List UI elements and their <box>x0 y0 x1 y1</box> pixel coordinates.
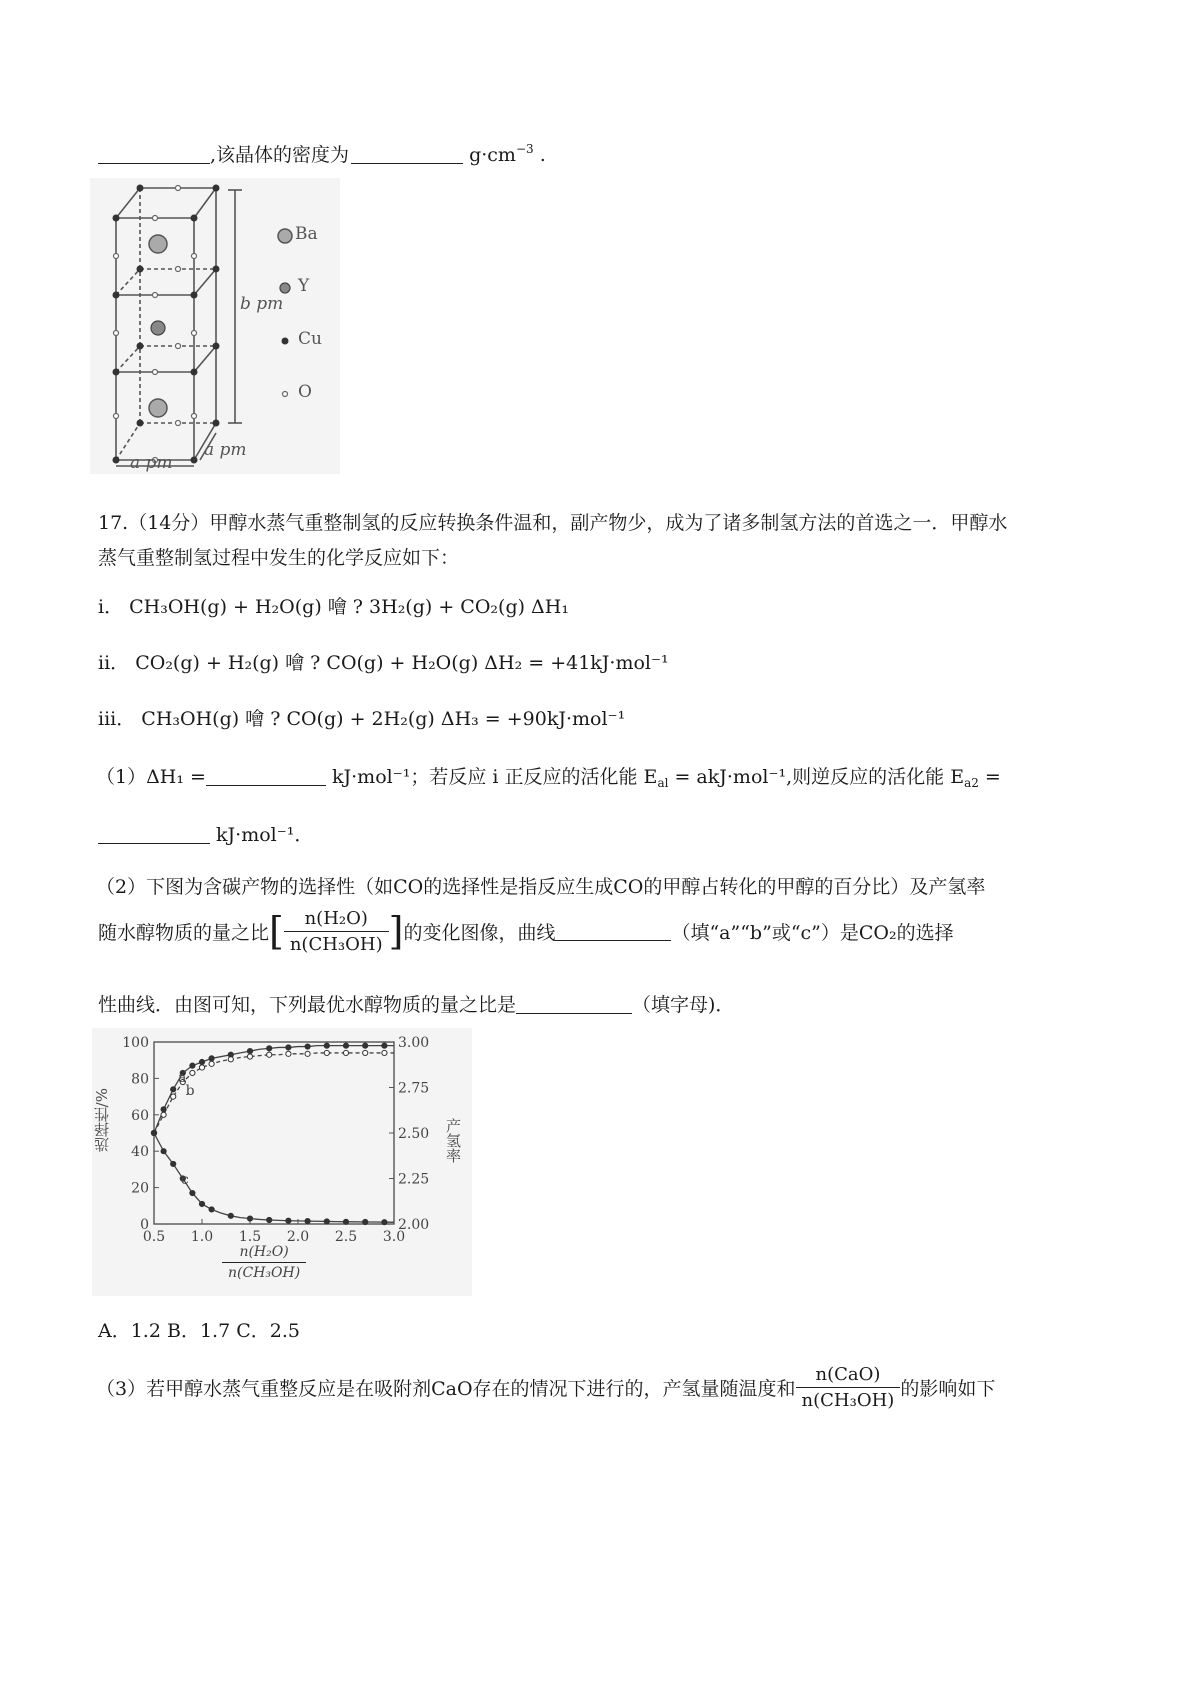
water-methanol-ratio-fraction: $\frac{\text{n(H₂O)}}{\text{n(CH₃OH)}}$ <box>284 908 389 955</box>
plot-frame <box>154 1042 394 1224</box>
data-point-b <box>382 1050 387 1055</box>
data-point-b <box>161 1112 166 1117</box>
y2-tick-label: 3.00 <box>398 1035 430 1051</box>
data-point-c <box>209 1207 214 1212</box>
x-tick-label: 2.0 <box>286 1229 310 1245</box>
x-tick-label: 1.5 <box>238 1229 262 1245</box>
cao-methanol-ratio-fraction: $\frac{\text{n(CaO)}}{\text{n(CH₃OH)}}$ <box>796 1364 901 1411</box>
data-point-b <box>171 1094 176 1099</box>
data-point-b <box>190 1070 195 1075</box>
label-a-pm-depth: a pm <box>204 440 247 460</box>
data-point-c <box>199 1201 204 1206</box>
data-point-b <box>247 1054 252 1059</box>
data-point-b <box>363 1050 368 1055</box>
y2-tick-label: 2.25 <box>398 1171 430 1188</box>
reaction-ii: ii． CO₂(g) + H₂(g) 噲 ? CO(g) + H₂O(g) ΔH₂ = +41kJ·mol⁻¹ <box>98 652 669 674</box>
x-tick-label: 2.5 <box>334 1229 358 1245</box>
data-point-b <box>228 1057 233 1062</box>
legend-o: O <box>298 382 312 402</box>
series-line-c <box>154 1133 394 1222</box>
data-point-c <box>267 1217 272 1222</box>
y2-tick-label: 2.50 <box>398 1126 430 1142</box>
density-question-line: ,该晶体的密度为 $g\cdot cm^{-3}$ . <box>98 140 546 167</box>
optimal-ratio-answer-blank[interactable] <box>516 995 632 1014</box>
y-tick-label: 100 <box>122 1035 149 1051</box>
data-point-b <box>286 1051 291 1056</box>
data-point-c <box>343 1219 348 1224</box>
y-tick-label: 60 <box>131 1107 149 1124</box>
data-point-c <box>151 1130 156 1135</box>
crystal-cell-figure <box>90 178 340 474</box>
data-point-c <box>363 1219 368 1224</box>
y2-tick-label: 2.75 <box>398 1080 430 1097</box>
y-tick-label: 0 <box>140 1217 149 1233</box>
data-point-b <box>199 1065 204 1070</box>
density-answer-blank[interactable] <box>351 145 463 164</box>
legend-ba: Ba <box>295 224 318 244</box>
y-tick-label: 40 <box>131 1144 149 1161</box>
data-point-c <box>171 1161 176 1166</box>
data-point-c <box>382 1220 387 1225</box>
selectivity-chart <box>92 1028 472 1296</box>
y2-axis-label: 产氢率 <box>444 1118 462 1163</box>
series-label-c: c <box>180 1171 189 1188</box>
y-axis-label: 选择性/% <box>93 1088 111 1153</box>
data-point-b <box>305 1051 310 1056</box>
data-point-b <box>343 1050 348 1055</box>
legend-y: Y <box>298 276 310 296</box>
part2-line3: 性曲线．由图可知，下列最优水醇物质的量之比是 （填字母)． <box>98 994 735 1016</box>
data-point-a <box>363 1043 368 1048</box>
y-tick-label: 20 <box>131 1180 149 1197</box>
x-tick-label: 3.0 <box>382 1229 406 1245</box>
part1-line: （1）ΔH₁ = kJ·mol⁻¹；若反应 i 正反应的活化能 $E_{al} = akJ\cdot mol^{-1}$,则逆反应的活化能 $E_{a2}$ = <box>96 766 1001 790</box>
data-point-a <box>171 1087 176 1092</box>
series-label-a: a <box>178 1070 187 1087</box>
data-point-b <box>267 1052 272 1057</box>
part3-line: （3）若甲醇水蒸气重整反应是在吸附剂CaO存在的情况下进行的，产氢量随温度和 $\frac{\text{n(CaO)}}{\text{n(CH₃OH)}}$ 的影响如下 <box>96 1364 996 1411</box>
x-tick-label: 0.5 <box>142 1229 166 1245</box>
data-point-a <box>324 1043 329 1048</box>
data-point-c <box>324 1219 329 1224</box>
label-b-pm: b pm <box>240 294 284 314</box>
data-point-c <box>228 1213 233 1218</box>
data-point-c <box>305 1218 310 1223</box>
data-point-c <box>247 1216 252 1221</box>
x-axis-label: $\frac{\text{n(H₂O)}}{\text{n(CH₃OH)}}$ <box>222 1244 306 1281</box>
q17-intro-line1: 17.（14分）甲醇水蒸气重整制氢的反应转换条件温和，副产物少，成为了诸多制氢方法的首选之一．甲醇水 <box>98 512 1008 534</box>
data-point-b <box>209 1061 214 1066</box>
part1-line2: kJ·mol⁻¹． <box>98 820 313 847</box>
part2-line1: （2）下图为含碳产物的选择性（如CO的选择性是指反应生成CO的甲醇占转化的甲醇的百分比）及产氢率 <box>96 876 986 898</box>
answer-blank[interactable] <box>98 145 210 164</box>
data-point-c <box>286 1218 291 1223</box>
y2-tick-label: 2.00 <box>398 1217 430 1233</box>
data-point-a <box>305 1044 310 1049</box>
answer-options: A．1.2 B．1.7 C．2.5 <box>98 1320 300 1342</box>
data-point-a <box>286 1045 291 1050</box>
series-label-b: b <box>185 1082 195 1099</box>
data-point-a <box>382 1043 387 1048</box>
data-point-c <box>161 1149 166 1154</box>
reaction-iii: iii． CH₃OH(g) 噲 ? CO(g) + 2H₂(g) ΔH₃ = +90kJ·mol⁻¹ <box>98 708 626 730</box>
ea2-answer-blank[interactable] <box>98 825 210 844</box>
dh1-answer-blank[interactable] <box>206 767 326 786</box>
reaction-i: i． CH₃OH(g) + H₂O(g) 噲 ? 3H₂(g) + CO₂(g) ΔH₁ <box>98 596 569 618</box>
crystal-cell-svg <box>90 178 340 474</box>
legend-cu: Cu <box>298 329 322 349</box>
part2-line2: 随水醇物质的量之比[ $\frac{\text{n(H₂O)}}{\text{n(CH₃OH)}}$ ]的变化图像，曲线 （填“a”“b”或“c”）是CO₂的选择 <box>98 908 954 955</box>
data-point-a <box>209 1056 214 1061</box>
data-point-a <box>190 1063 195 1068</box>
y-tick-label: 80 <box>131 1071 149 1088</box>
data-point-a <box>267 1046 272 1051</box>
label-a-pm-width: a pm <box>130 453 173 473</box>
data-point-a <box>199 1059 204 1064</box>
data-point-c <box>190 1190 195 1195</box>
data-point-a <box>343 1043 348 1048</box>
data-point-a <box>247 1049 252 1054</box>
data-point-b <box>324 1050 329 1055</box>
q17-intro-line2: 蒸气重整制氢过程中发生的化学反应如下： <box>98 547 460 569</box>
co2-curve-answer-blank[interactable] <box>555 922 671 941</box>
x-tick-label: 1.0 <box>190 1229 214 1245</box>
